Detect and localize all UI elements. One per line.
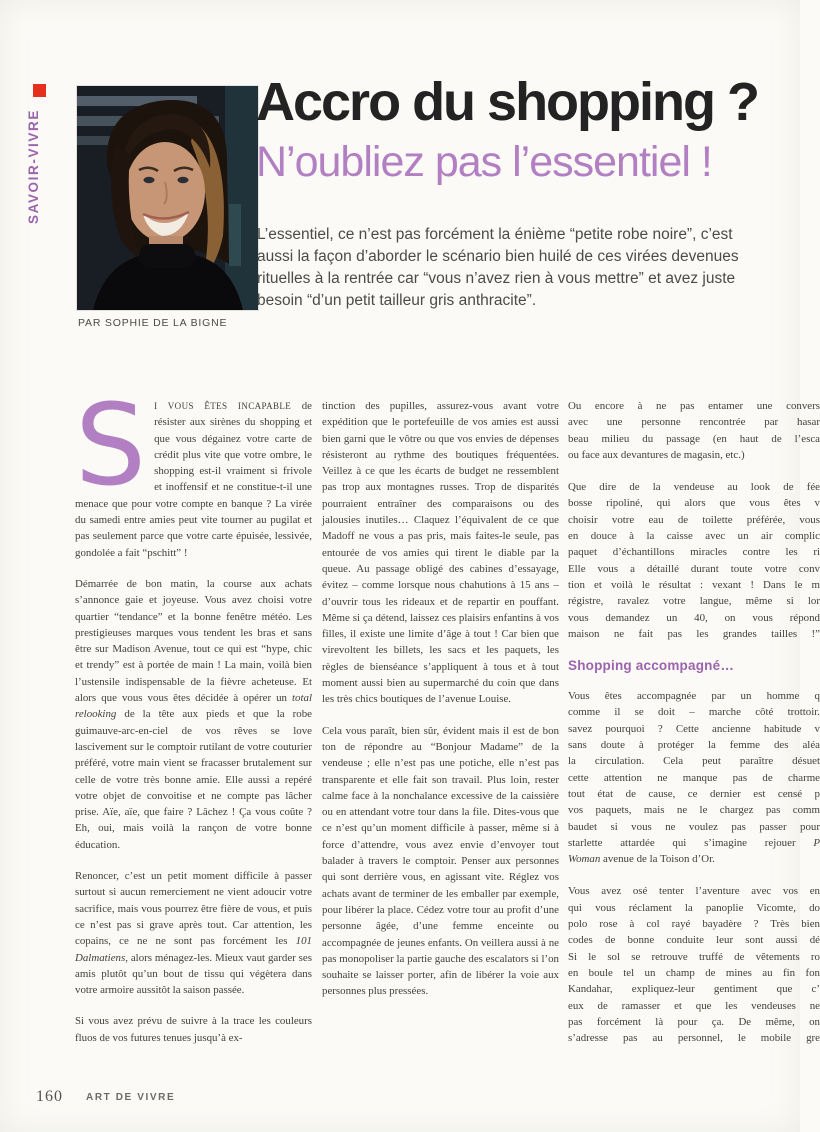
body-paragraph: Si vous avez prévu de suivre à la trace les couleurs fluos de vos futures tenues jusqu’à ex-	[75, 1015, 312, 1044]
text-line: Ou encore à ne pas entamer une convers	[568, 400, 820, 412]
text-line: eux de ramasser et que les vendeuses ne	[568, 999, 820, 1012]
text-line: cette attention ne manque pas de charme	[568, 771, 820, 784]
text-line: Vous êtes accompagnée par un homme q	[568, 690, 820, 703]
section-heading: Shopping accompagné…	[568, 658, 735, 674]
text-line: tion et voilà le résultat : vexant ! Dans le m	[568, 578, 820, 591]
text-line: Elle vous a détaillé durant toute votre conv	[568, 562, 820, 575]
body-paragraph: Démarrée de bon matin, la course aux achats s’annonce gaie et joyeuse. Vous avez choisi votre quartier “tendance” et la bonne fenêtre météo. Les prestigieuses marques vous tendent les bras et sans être sur Madison Avenue, tout ce qui est “hype, chic et trendy” est à portée de main ! La main, voilà bien l’ustensile indispensable de la fièvre acheteuse. Et alors que vous vous êtes décidée à opérer un total relooking de la tête aux pieds et que la robe guimauve-arc-en-ciel de vos rêves se love lascivement sur le comptoir rutilant de votre couturier préféré, votre main vient se fracasser brutalement sur celle de votre très bonne amie. Elle aussi a repéré votre objet de convoitise et ne compte pas lâcher prise. Aïe, aïe, que faire ? Lâchez ! Ça vous coûte ? Eh, oui, mais voilà la rançon de votre bonne éducation.	[75, 577, 312, 851]
article-column-3	[568, 398, 820, 1062]
text-line: vous demandez un 40, on vous répond	[568, 611, 820, 624]
article-column-1	[75, 381, 312, 1061]
body-paragraph: tinction des pupilles, assurez-vous avant votre expédition que le portefeuille de vos amies est aussi bien garni que le vôtre ou que vos envies de dépenses résisteront au rythme des boutiques fréquentées. Veillez à ce que les écarts de budget ne ressemblent pas trop aux montagnes russes. Trop de disparités pourraient entraîner des comparaisons ou des jalousies inutiles… Claquez l’équivalent de ce que Madoff ne vous a pas pris, mais faites-le seule, pas entourée de vos amies qui tirent le diable par la queue. Au passage obligé des cabines d’essayage, évitez – comme lorsque nous chahutions à 15 ans – d’ouvrir tous les rideaux et de repartir en pouffant. Même si ça détend, laissez ces plaisirs enfantins à vos filles, il existe une limite d’âge à tout ! Car bien que virevoltent les billets, les sacs et les paquets, les règles de bienséance s’appliquent à tous et à tout moment aussi bien au supermarché du coin que dans les très chics boutiques de l’avenue Louise.	[322, 400, 559, 706]
article-title: Accro du shopping ?	[256, 72, 758, 132]
page-footer	[0, 1088, 800, 1118]
text-line: polo rose à col rayé bayadère ? Très bien	[568, 918, 820, 931]
text-line: la circulation. Cela peut paraître désuet	[568, 755, 820, 768]
article-subtitle: N’oubliez pas l’essentiel !	[256, 138, 712, 186]
text-line: codes de bonne conduite leur sont aussi dé	[568, 934, 820, 947]
text-line: qui vous réclament la panoplie Vicomte, do	[568, 901, 820, 914]
text-line: avec une personne rencontrée par hasar	[568, 416, 820, 429]
body-paragraph: S I VOUS ÊTES INCAPABLE de résister aux sirènes du shopping et que vous dégainez votre carte de crédit plus vite que votre ombre, le shopping est-il vraiment si frivole et inoffensif et ne constitue-t-il une menace que pour votre compte en banque ? La virée du samedi entre amies peut vite tourner au pugilat et pas seulement parce que votre carte épuisée, lessivée, gondolée a fait “pschitt” !	[75, 381, 312, 559]
text-line: en boule tel un champ de mines au fin fon	[568, 966, 820, 979]
text-line: beau milieu du passage (en haut de l’esca	[568, 432, 820, 445]
text-line: Vous avez osé tenter l’aventure avec vos en	[568, 885, 820, 898]
text-line: savez pourquoi ? Cette ancienne habitude v	[568, 722, 820, 735]
text-line: starlette attardée qui s’imagine rejouer P	[568, 836, 820, 849]
text-line: maison ne fait pas les grandes tailles !”	[568, 627, 820, 640]
text-line: baudet si vous ne voulez pas passer pour	[568, 820, 820, 833]
text-line: Kandahar, expliquez-leur gentiment que c’	[568, 983, 820, 996]
text-line: vos paquets, mais ne le chargez pas comm	[568, 804, 820, 817]
author-photo	[77, 86, 258, 310]
text-line: Woman avenue de la Toison d’Or.	[568, 853, 715, 866]
body-paragraph	[568, 479, 820, 642]
body-paragraph: Renoncer, c’est un petit moment difficile à passer surtout si aucun remerciement ne vient adoucir votre sacrifice, mais vous pourrez être fière de vous, et puis ce n’est pas si grave après tout. Car attention, les copains, ce ne ne sont pas forcément les 101 Dalmatiens, alors ménagez-les. Mieux vaut garder ses amis plutôt qu’un bout de tissu qui végètera dans votre armoire aussitôt la saison passée.	[75, 870, 312, 997]
page-number: 160	[36, 1088, 63, 1105]
text-line: s’adresse pas au personnel, le mobile gre	[568, 1032, 820, 1045]
body-paragraph	[568, 883, 820, 1046]
intro-paragraph: L’essentiel, ce n’est pas forcément la énième “petite robe noire”, c’est aussi la façon d’aborder le scénario bien huilé de ces virées devenues rituelles à la rentrée car “vous n’avez rien à vous mettre” et avez juste besoin “d’un petit tailleur gris anthracite”.	[257, 226, 739, 309]
article-column-2	[322, 398, 559, 1015]
text-line: choisir votre eau de toilette préférée, vous	[568, 513, 820, 526]
footer-section-label: ART DE VIVRE	[86, 1092, 176, 1103]
text-line: tout état de cause, ce dernier est censé p	[568, 787, 820, 800]
text-line: Que dire de la vendeuse au look de fée	[568, 481, 820, 494]
author-photo-illustration	[77, 86, 258, 310]
sidebar-section-label: SAVOIR-VIVRE	[26, 109, 41, 224]
body-paragraph	[568, 398, 820, 463]
text-line: régistre, ravalez votre langue, même si lor	[568, 595, 820, 608]
text-line: comme il se doit – marche côté trottoir.	[568, 706, 820, 719]
drop-cap: S	[75, 381, 147, 511]
byline: PAR SOPHIE DE LA BIGNE	[78, 317, 228, 329]
body-paragraph: Cela vous paraît, bien sûr, évident mais il est de bon ton de répondre au “Bonjour Madame” de la vendeuse ; elle n’est pas une potiche, elle n’est pas transparente et elle fait son travail. Plus loin, rester calme face à la nonchalance excessive de la caissière ou en attendant votre tour dans la file. Dites-vous que ce n’est qu’un moment difficile à passer, même si à force d’attendre, vous avez envie d’envoyer tout balader à travers le comptoir. Penser aux personnes qui sont derrière vous, en agissant vite. Réglez vos achats avant de terminer de les emballer par exemple, pour libérer la place. Cédez votre tour au profit d’une personne âgée, d’une femme enceinte ou accompagnée de jeunes enfants. On veillera aussi à ne pas monopoliser la partie gauche des escalators si l’on souhaite se laisser porter, afin de libérer la voie aux personnes plus pressées.	[322, 724, 559, 998]
text-line: Si le sol se retrouve truffé de vêtements ro	[568, 950, 820, 963]
text-line: sans doute à protéger la femme des aléa	[568, 739, 820, 752]
text-line: bosse ripoliné, qui alors que vous êtes v	[568, 497, 820, 510]
section-marker-square	[33, 84, 46, 97]
text-line: pas forcément là pour ça. De même, on	[568, 1015, 820, 1028]
text-line: paquet d’échantillons miracles contre les ri	[568, 546, 820, 559]
body-paragraph	[568, 688, 820, 867]
text-line: ou face aux devantures de magasin, etc.)	[568, 448, 745, 461]
text-line: en douce à la caisse avec un air complic	[568, 530, 820, 543]
